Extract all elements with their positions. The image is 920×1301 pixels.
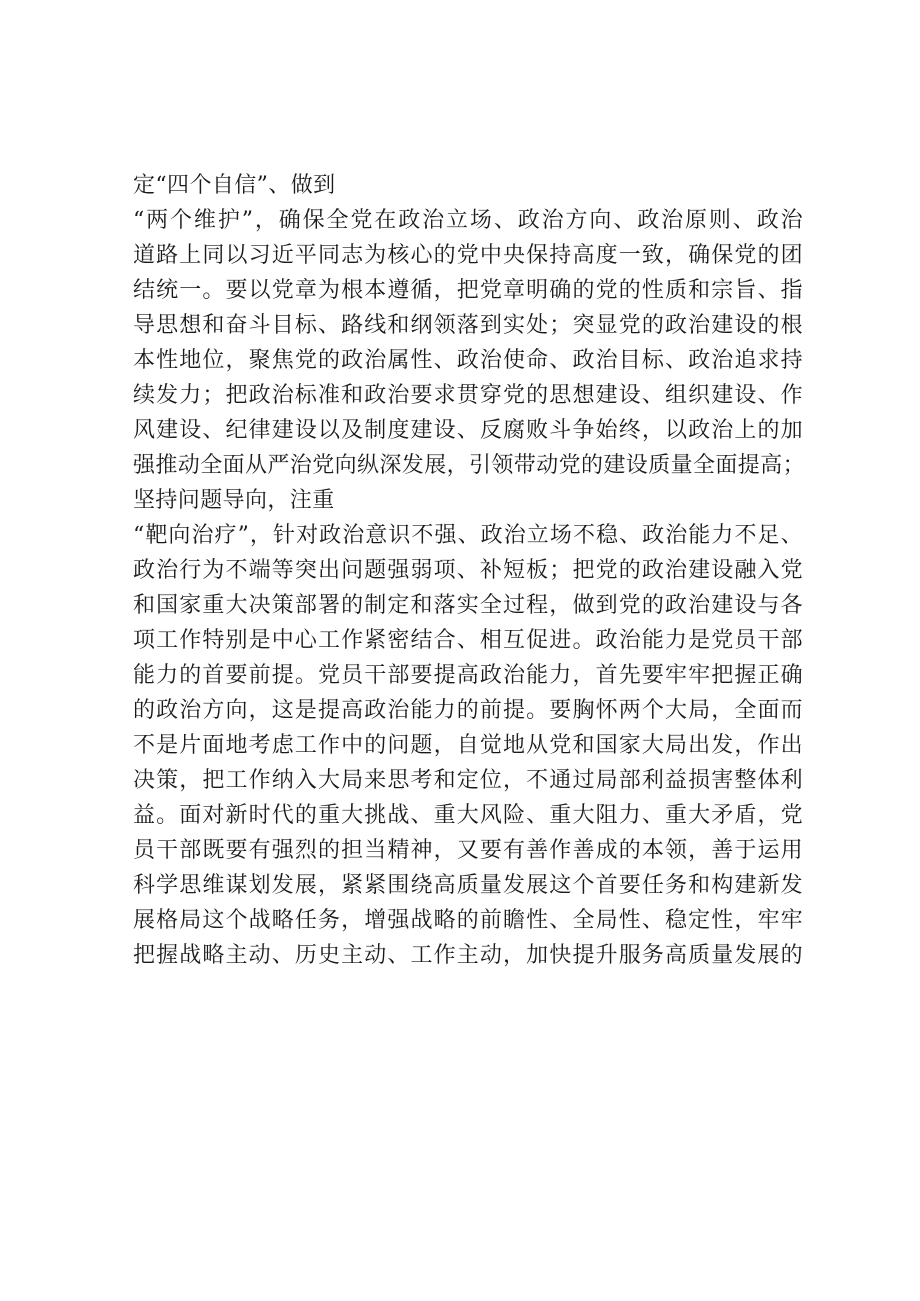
text-line: 科学思维谋划发展，紧紧围绕高质量发展这个首要任务和构建新发 (133, 873, 803, 898)
text-line: 项工作特别是中心工作紧密结合、相互促进。政治能力是党员干部 (133, 628, 803, 653)
body-text (133, 168, 806, 973)
text-line: 续发力；把政治标准和政治要求贯穿党的思想建设、组织建设、作 (133, 383, 803, 408)
text-line: 不是片面地考虑工作中的问题，自觉地从党和国家大局出发，作出 (133, 733, 803, 758)
text-line: 的政治方向，这是提高政治能力的前提。要胸怀两个大局，全面而 (133, 698, 803, 723)
text-line: 益。面对新时代的重大挑战、重大风险、重大阻力、重大矛盾，党 (133, 803, 803, 828)
text-line: 员干部既要有强烈的担当精神，又要有善作善成的本领，善于运用 (133, 838, 803, 863)
text-line: 展格局这个战略任务，增强战略的前瞻性、全局性、稳定性，牢牢 (133, 908, 803, 933)
text-line: 强推动全面从严治党向纵深发展，引领带动党的建设质量全面提高； (133, 453, 806, 478)
text-line: 本性地位，聚焦党的政治属性、政治使命、政治目标、政治追求持 (133, 348, 803, 373)
text-line: 把握战略主动、历史主动、工作主动，加快提升服务高质量发展的 (133, 943, 803, 968)
text-line: 能力的首要前提。党员干部要提高政治能力，首先要牢牢把握正确 (133, 663, 803, 688)
text-line: 道路上同以习近平同志为核心的党中央保持高度一致，确保党的团 (133, 243, 803, 268)
text-line: 定“四个自信”、做到 (133, 173, 336, 198)
text-line: 导思想和奋斗目标、路线和纲领落到实处；突显党的政治建设的根 (133, 313, 803, 338)
text-line: 政治行为不端等突出问题强弱项、补短板；把党的政治建设融入党 (133, 558, 803, 583)
text-line: 坚持问题导向，注重 (133, 488, 335, 513)
text-line: “靶向治疗”，针对政治意识不强、政治立场不稳、政治能力不足、 (133, 523, 803, 548)
text-line: 结统一。要以党章为根本遵循，把党章明确的党的性质和宗旨、指 (133, 278, 803, 303)
text-line: 和国家重大决策部署的制定和落实全过程，做到党的政治建设与各 (133, 593, 803, 618)
text-line: 风建设、纪律建设以及制度建设、反腐败斗争始终，以政治上的加 (133, 418, 803, 443)
text-line: “两个维护”，确保全党在政治立场、政治方向、政治原则、政治 (133, 208, 803, 233)
text-line: 决策，把工作纳入大局来思考和定位，不通过局部利益损害整体利 (133, 768, 803, 793)
